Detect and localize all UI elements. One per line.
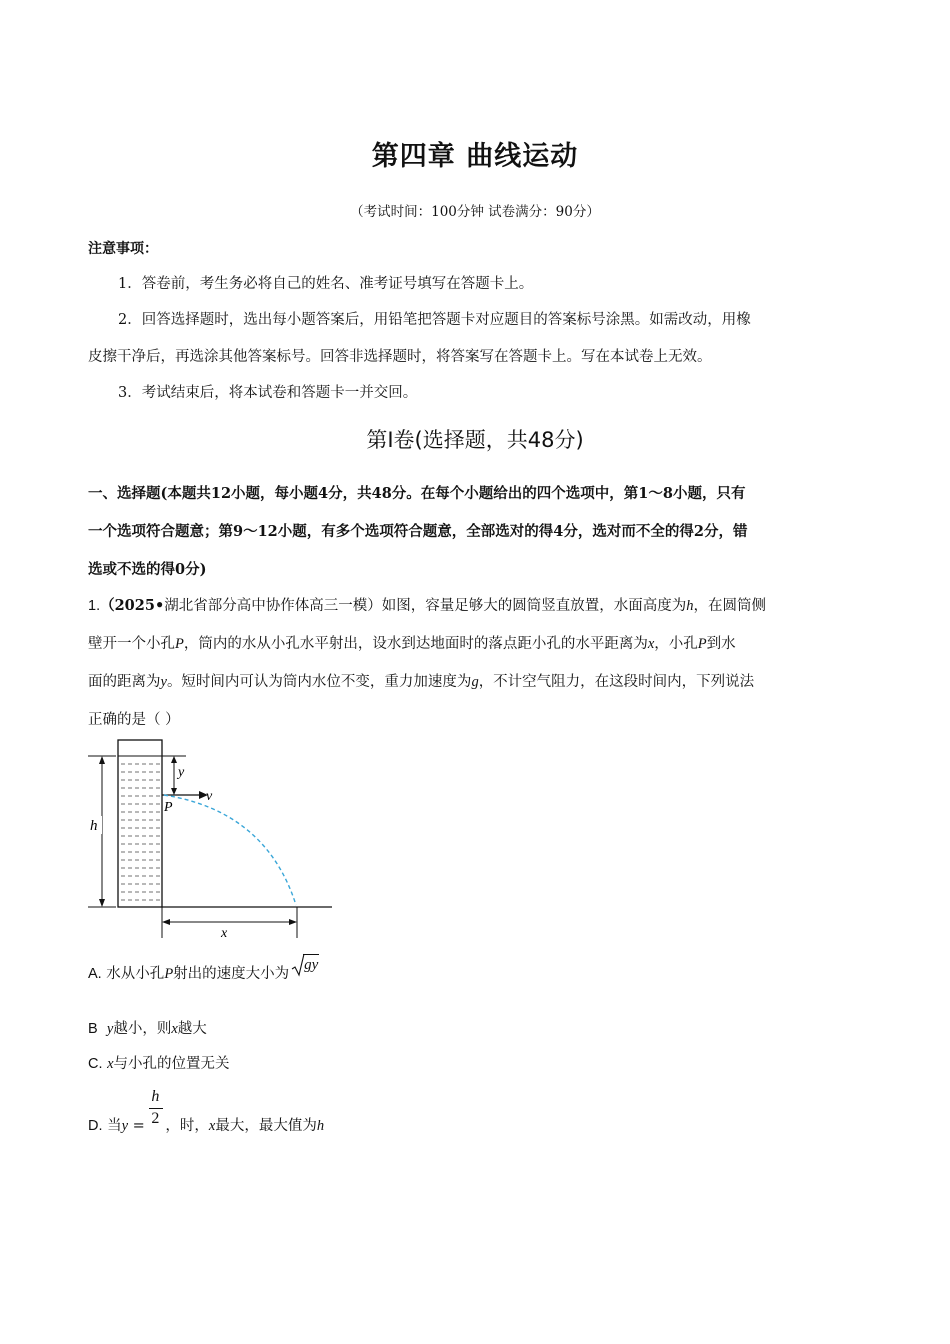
label-h: h xyxy=(90,818,98,834)
part-intro-line-2: 一个选项符合题意；第9～12小题，有多个选项符合题意，全部选对的得4分，选对而不全的得2分，错 xyxy=(88,523,748,540)
fraction-numerator: h xyxy=(151,1088,160,1105)
option-d-text: 最大，最大值为 xyxy=(215,1118,317,1134)
water-trajectory xyxy=(164,795,296,905)
question-text: 壁开一个小孔 xyxy=(88,636,175,652)
sqrt-expression xyxy=(291,957,319,983)
sqrt-radicand: gy xyxy=(304,957,319,973)
question-1-line-1 xyxy=(88,594,868,615)
var-y: y xyxy=(121,1118,129,1134)
option-a xyxy=(88,957,319,983)
var-h: h xyxy=(316,1118,325,1134)
notice-heading: 注意事项： xyxy=(88,241,158,257)
notice-item-2-line-2: 皮擦干净后，再选涂其他答案标号。回答非选择题时，将答案写在答题卡上。写在本试卷上无效。 xyxy=(88,349,712,365)
label-y: y xyxy=(178,765,185,780)
fraction xyxy=(149,1088,165,1130)
question-1-line-4: 正确的是（ ） xyxy=(88,712,180,728)
option-a-text: 水从小孔 xyxy=(101,966,165,982)
option-c-text: 与小孔的位置无关 xyxy=(113,1056,230,1072)
label-P: P xyxy=(164,800,173,815)
option-c xyxy=(88,1052,230,1073)
var-x: x xyxy=(208,1118,216,1134)
part-intro-line-3: 选或不选的得0分) xyxy=(88,561,207,578)
question-text: 面的距离为 xyxy=(88,674,161,690)
question-text: ，不计空气阻力，在这段时间内，下列说法 xyxy=(478,674,755,690)
equals-sign: = xyxy=(128,1118,150,1134)
option-b-text: 越大 xyxy=(177,1021,207,1037)
option-d-text: 当 xyxy=(102,1118,122,1134)
arrow-left-icon xyxy=(162,919,170,925)
var-x: x xyxy=(171,1021,178,1037)
page-title: 第四章 曲线运动 xyxy=(371,141,579,172)
question-text: 湖北省部分高中协作体高三一模）如图，容量足够大的圆筒竖直放置，水面高度为 xyxy=(164,598,687,614)
question-text: ，小孔 xyxy=(654,636,698,652)
question-source-prefix: （2025• xyxy=(100,597,165,614)
var-y: y xyxy=(106,1021,114,1037)
question-text: ，在圆筒侧 xyxy=(693,598,766,614)
option-a-label: A. xyxy=(88,966,102,982)
part-intro-line-1: 一、选择题(本题共12小题，每小题4分，共48分。在每个小题给出的四个选项中，第1～8小题，只有 xyxy=(88,485,746,502)
notice-item-3: 3．考试结束后，将本试卷和答题卡一并交回。 xyxy=(118,385,418,401)
var-g: g xyxy=(471,674,479,690)
fraction-bar xyxy=(149,1108,163,1109)
var-y: y xyxy=(160,674,167,690)
option-a-text: 射出的速度大小为 xyxy=(173,966,290,982)
exam-info: （考试时间：100分钟 试卷满分：90分） xyxy=(350,204,600,220)
notice-item-2-line-1: 2．回答选择题时，选出每小题答案后，用铅笔把答题卡对应题目的答案标号涂黑。如需改动，用橡 xyxy=(118,312,751,328)
var-h: h xyxy=(686,598,694,614)
arrow-down-icon xyxy=(99,899,105,907)
question-text: 。短时间内可认为筒内水位不变，重力加速度为 xyxy=(166,674,472,690)
var-x: x xyxy=(107,1056,114,1072)
label-v: v xyxy=(206,789,213,804)
option-d-text: ，时， xyxy=(165,1118,209,1134)
arrow-up-icon xyxy=(171,756,177,763)
question-number: 1. xyxy=(88,598,101,614)
label-x: x xyxy=(221,926,228,941)
question-1-line-3 xyxy=(88,670,868,691)
option-b-label: B xyxy=(88,1021,98,1037)
fraction-denominator: 2 xyxy=(151,1110,160,1127)
option-b xyxy=(88,1017,207,1038)
notice-item-1: 1．答卷前，考生务必将自己的姓名、准考证号填写在答题卡上。 xyxy=(118,276,534,292)
question-text: ，筒内的水从小孔水平射出，设水到达地面时的落点距小孔的水平距离为 xyxy=(183,636,648,652)
option-d-label: D. xyxy=(88,1118,103,1134)
section-title: 第Ⅰ卷(选择题，共48分) xyxy=(366,428,584,452)
question-text: 到水 xyxy=(706,636,736,652)
option-b-text: 越小，则 xyxy=(113,1021,172,1037)
question-1-line-2 xyxy=(88,632,868,653)
cylinder xyxy=(118,740,162,907)
var-P: P xyxy=(697,636,707,652)
var-x: x xyxy=(647,636,655,652)
cylinder-figure xyxy=(86,736,336,944)
var-P: P xyxy=(164,966,174,982)
arrow-right-icon xyxy=(289,919,297,925)
var-P: P xyxy=(175,636,184,652)
arrow-down-icon xyxy=(171,788,177,795)
option-c-label: C. xyxy=(88,1056,103,1072)
arrow-up-icon xyxy=(99,756,105,764)
option-d xyxy=(88,1088,325,1135)
